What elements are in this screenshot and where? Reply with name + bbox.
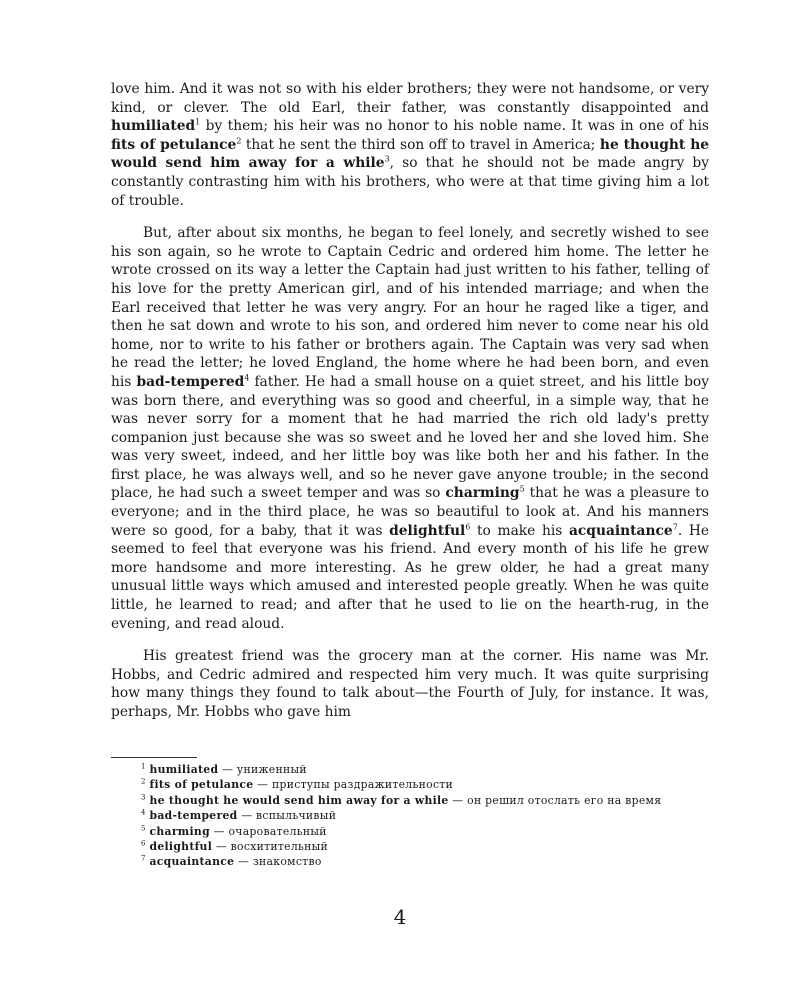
text-run: love him. And it was not so with his elder brothers; they were not handsome, or very kind, or clever. The old Earl, their father, was constantly disappointed and [111,81,709,116]
footnote-number: 3 [141,793,146,802]
paragraph-3 [111,647,709,721]
footnote-dash: — [237,809,257,823]
footnote-dash: — [209,824,229,838]
glossed-term: fits of petulance [111,136,237,153]
glossed-term: delightful [389,522,466,539]
footnote-1 [111,762,709,777]
text-run: father. He had a small house on a quiet street, and his little boy was born there, and everything was so good and cheerful, in a simple way, that he was never sorry for a moment that he had married the rich old lady's pretty companion just because she was so sweet and he loved her and she loved him. She was very sweet, indeed, and her little boy was like both her and his father. In the first place, he was always well, and so he never gave anyone trouble; in the second place, he had such a sweet temper and was so [111,373,710,502]
footnote-term: acquaintance [149,855,235,869]
footnote-ref: 1 [195,117,201,127]
footnote-term: fits of petulance [149,778,254,792]
footnote-dash: — [218,763,237,776]
footnote-number: 5 [141,824,146,833]
footnote-7 [111,854,709,869]
footnotes [111,762,709,870]
footnote-ref: 7 [672,522,678,532]
glossed-term: humiliated [111,118,196,135]
text-run: to make his [470,522,569,539]
footnote-gloss: униженный [236,763,307,776]
footnote-dash: — [253,778,272,792]
footnote-number: 1 [141,762,146,771]
footnote-term: he thought he would send him away for a while [149,793,449,807]
footnote-term: bad-tempered [149,809,238,823]
footnote-gloss: вспыльчивый [256,809,337,823]
footnote-gloss: восхитительный [230,840,329,854]
footnote-5 [111,824,709,839]
footnote-number: 4 [141,808,146,817]
footnote-divider [111,757,197,758]
body-text [111,80,709,722]
footnote-number: 2 [141,777,146,786]
footnote-term: delightful [149,840,213,854]
paragraph-2 [111,224,709,633]
footnote-ref: 4 [244,373,250,383]
footnote-ref: 2 [236,136,242,146]
footnote-ref: 6 [465,522,471,532]
footnote-term: humiliated [149,763,219,776]
text-run: , so that he should not be made angry by constantly contrasting him with his brothers, who were at that time giving him a lot of trouble. [111,155,709,209]
text-run: that he was a pleasure to everyone; and in the third place, he was so beautiful to look at. And his manners were so good, for a baby, that it was [111,485,710,539]
text-run: by them; his heir was no honor to his noble name. It was in one of his [200,118,709,135]
footnote-dash: — [212,840,231,854]
glossed-term: charming [445,485,520,502]
text-run: But, after about six months, he began to feel lonely, and secretly wished to see his son again, so he wrote to Captain Cedric and ordered him home. The letter he wrote crossed on its way a letter the Captain had just written to his father, telling of his love for the pretty American girl, and of his intended marriage; and when the Earl received that letter he was very angry. For an hour he raged like a tiger, and then he sat down and wrote to his son, and ordered him never to come near his old home, nor to write to his father or brothers again. The Captain was very sad when he read the letter; he loved England, the home where he had been born, and even his [111,225,709,390]
paragraph-1 [111,80,709,210]
footnote-dash: — [448,793,468,807]
page-number: 4 [393,905,407,929]
footnote-number: 7 [141,854,146,863]
footnote-4 [111,808,709,823]
footnote-gloss: приступы раздражительности [271,778,454,792]
footnote-ref: 5 [519,484,525,494]
footnote-term: charming [149,824,210,838]
footnote-ref: 3 [384,154,390,164]
glossed-term: he thought he would send him away for a while [111,136,710,172]
footnote-gloss: знакомство [252,855,322,869]
footnote-6 [111,839,709,854]
footnote-gloss: он решил отослать его на время [467,793,662,807]
text-run: . He seemed to feel that everyone was his friend. And every month of his life he grew more handsome and more interesting. As he grew older, he had a great many unusual little ways which amused and interested people greatly. When he was quite little, he learned to read; and after that he used to lie on the hearth-rug, in the evening, and read aloud. [111,522,710,632]
text-run: His greatest friend was the grocery man at the corner. His name was Mr. Hobbs, and Cedric admired and respected him very much. It was quite surprising how many things they found to talk about—the Fourth of July, for instance. It was, perhaps, Mr. Hobbs who gave him [111,648,709,720]
text-run: that he sent the third son off to travel in America; [241,136,600,153]
footnote-number: 6 [141,839,146,848]
glossed-term: acquaintance [568,522,673,539]
glossed-term: bad-tempered [136,373,245,390]
footnote-3 [111,793,709,808]
footnote-2 [111,777,709,792]
footnote-dash: — [234,855,253,869]
footnote-gloss: очаровательный [228,824,327,838]
